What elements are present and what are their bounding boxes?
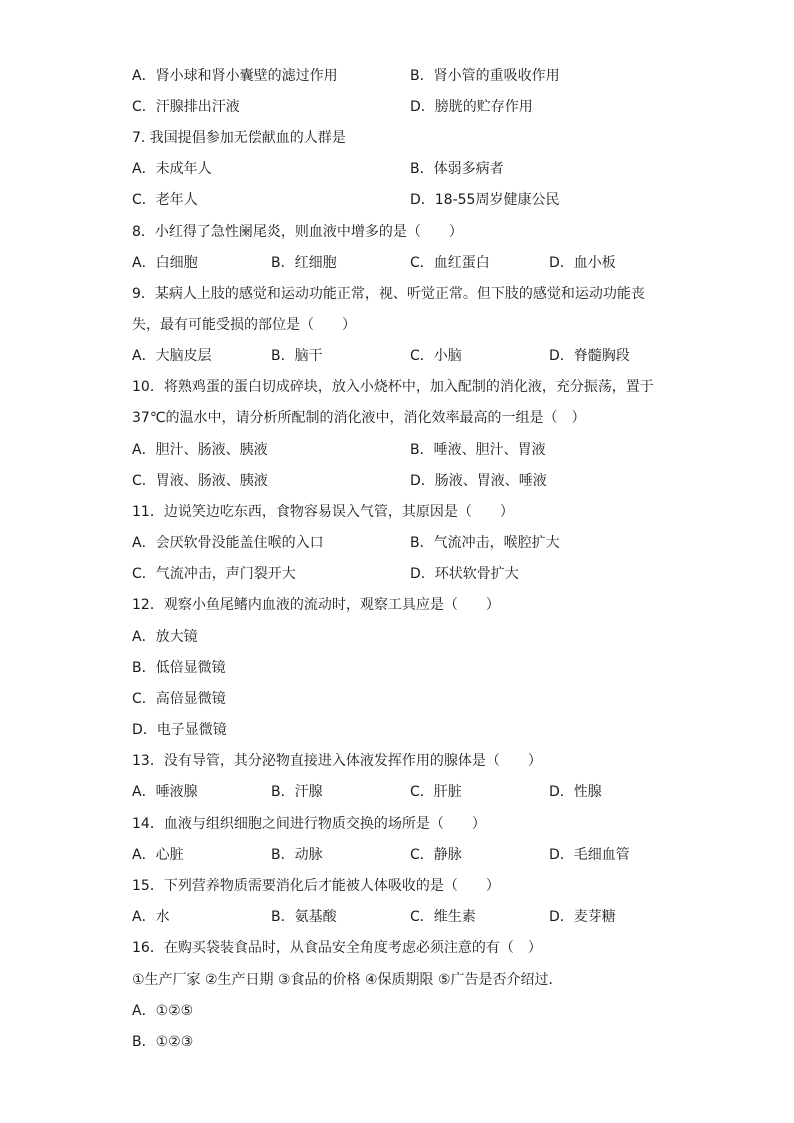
- q6-option-b: B．肾小管的重吸收作用: [410, 68, 560, 84]
- q8-stem: 8．小红得了急性阑尾炎，则血液中增多的是（ ）: [132, 224, 463, 240]
- q13-option-b: B．汗腺: [271, 784, 323, 800]
- q8-option-d: D．血小板: [549, 255, 616, 271]
- q12-stem: 12．观察小鱼尾鳍内血液的流动时，观察工具应是（ ）: [132, 597, 500, 613]
- q13-option-c: C．肝脏: [410, 784, 462, 800]
- q12-option-b: B．低倍显微镜: [132, 660, 226, 676]
- q13-options: [132, 782, 692, 802]
- q12-option-c: C．高倍显微镜: [132, 691, 226, 707]
- q10-option-b: B．唾液、胆汁、胃液: [410, 442, 546, 458]
- q8-options: [132, 253, 692, 273]
- q14-option-a: A．心脏: [132, 847, 184, 863]
- q15-stem: 15．下列营养物质需要消化后才能被人体吸收的是（ ）: [132, 878, 500, 894]
- q10-stem-line1: 10．将熟鸡蛋的蛋白切成碎块，放入小烧杯中，加入配制的消化液，充分振荡，置于: [132, 379, 654, 395]
- q6-option-a: A．肾小球和肾小囊壁的滤过作用: [132, 68, 338, 84]
- q14-option-d: D．毛细血管: [549, 847, 630, 863]
- q9-option-c: C．小脑: [410, 348, 462, 364]
- q7-option-a: A．未成年人: [132, 161, 212, 177]
- q15-options: [132, 907, 692, 927]
- q14-option-c: C．静脉: [410, 847, 462, 863]
- q16-stem: 16．在购买袋装食品时，从食品安全角度考虑必须注意的有（ ）: [132, 940, 542, 956]
- q11-option-c: C．气流冲击，声门裂开大: [132, 566, 296, 582]
- q9-option-a: A．大脑皮层: [132, 348, 212, 364]
- q10-option-d: D．肠液、胃液、唾液: [410, 473, 547, 489]
- q9-stem-line2: 失，最有可能受损的部位是（ ）: [132, 317, 356, 333]
- q8-option-b: B．红细胞: [271, 255, 337, 271]
- q12-option-a: A．放大镜: [132, 629, 198, 645]
- q6-option-c: C．汗腺排出汗液: [132, 99, 240, 115]
- q7-option-b: B．体弱多病者: [410, 161, 504, 177]
- q11-option-a: A．会厌软骨没能盖住喉的入口: [132, 535, 324, 551]
- q12-option-d: D．电子显微镜: [132, 722, 227, 738]
- q10-option-a: A．胆汁、肠液、胰液: [132, 442, 268, 458]
- q13-stem: 13．没有导管，其分泌物直接进入体液发挥作用的腺体是（ ）: [132, 753, 542, 769]
- q7-option-c: C．老年人: [132, 192, 198, 208]
- q15-option-b: B．氨基酸: [271, 909, 337, 925]
- q14-options: [132, 845, 692, 865]
- q9-options: [132, 346, 692, 366]
- q11-option-d: D．环状软骨扩大: [410, 566, 519, 582]
- q10-stem-line2: 37℃的温水中，请分析所配制的消化液中，消化效率最高的一组是（ ）: [132, 410, 586, 426]
- q13-option-a: A．唾液腺: [132, 784, 198, 800]
- q6-option-d: D．膀胱的贮存作用: [410, 99, 533, 115]
- q9-stem-line1: 9．某病人上肢的感觉和运动功能正常，视、听觉正常。但下肢的感觉和运动功能丧: [132, 286, 645, 302]
- q14-stem: 14．血液与组织细胞之间进行物质交换的场所是（ ）: [132, 816, 486, 832]
- q16-option-a: A．①②⑤: [132, 1003, 194, 1019]
- q13-option-d: D．性腺: [549, 784, 602, 800]
- q8-option-a: A．白细胞: [132, 255, 198, 271]
- q9-option-b: B．脑干: [271, 348, 323, 364]
- q10-option-c: C．胃液、肠液、胰液: [132, 473, 268, 489]
- q15-option-a: A．水: [132, 909, 170, 925]
- q7-option-d: D．18-55周岁健康公民: [410, 192, 560, 208]
- q16-items: ①生产厂家 ②生产日期 ③食品的价格 ④保质期限 ⑤广告是否介绍过．: [132, 972, 563, 988]
- q16-option-b: B．①②③: [132, 1034, 194, 1050]
- q9-option-d: D．脊髓胸段: [549, 348, 630, 364]
- q15-option-c: C．维生素: [410, 909, 476, 925]
- q15-option-d: D．麦芽糖: [549, 909, 616, 925]
- q7-stem: 7. 我国提倡参加无偿献血的人群是: [132, 130, 346, 146]
- q11-stem: 11．边说笑边吃东西，食物容易误入气管，其原因是（ ）: [132, 504, 514, 520]
- q14-option-b: B．动脉: [271, 847, 323, 863]
- q8-option-c: C．血红蛋白: [410, 255, 490, 271]
- q11-option-b: B．气流冲击，喉腔扩大: [410, 535, 560, 551]
